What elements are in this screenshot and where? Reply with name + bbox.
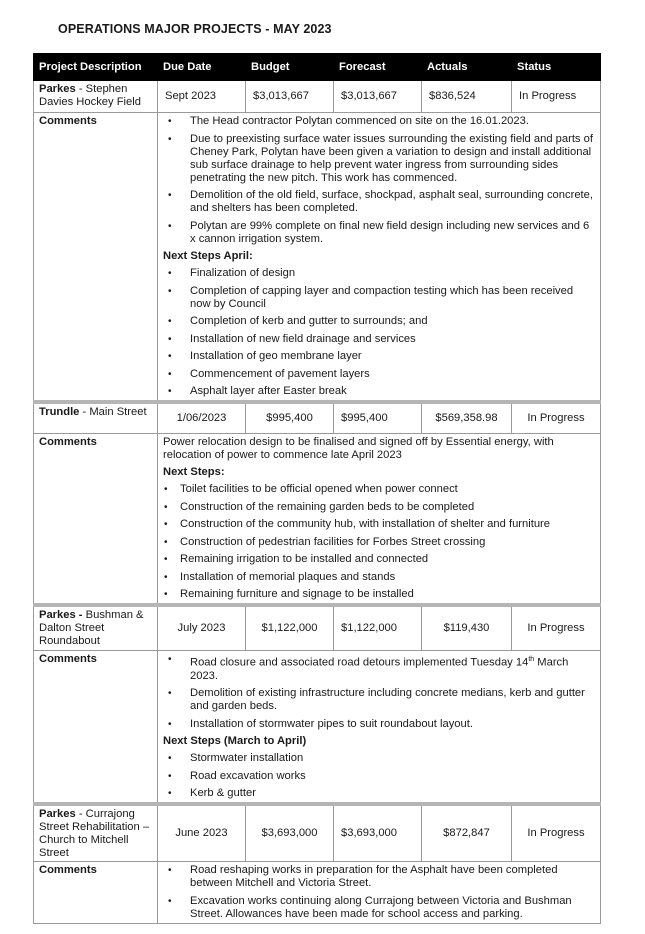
page-title: OPERATIONS MAJOR PROJECTS - MAY 2023 (58, 22, 332, 36)
forecast: $995,400 (334, 402, 422, 434)
forecast: $1,122,000 (334, 605, 422, 651)
comment-paragraph: Power relocation design to be finalised and signed off by Essential energy, with relocation of power to commence late April 2023 (163, 436, 554, 461)
due-date: July 2023 (158, 605, 246, 651)
status: In Progress (512, 804, 601, 862)
list-item: • Remaining irrigation to be installed and connected (163, 553, 595, 566)
header-actuals: Actuals (422, 54, 512, 81)
status: In Progress (512, 402, 601, 434)
project-row (34, 804, 601, 862)
header-project-description: Project Description (34, 54, 158, 81)
comments-row (34, 434, 601, 606)
list-item: • Construction of the remaining garden beds to be completed (163, 501, 595, 514)
due-date: 1/06/2023 (158, 402, 246, 434)
comments-row (34, 113, 601, 403)
project-description: Parkes - Bushman & Dalton Street Roundabout (34, 605, 158, 651)
list-item: • Demolition of the old field, surface, shockpad, asphalt seal, surrounding concrete, and shelters has been completed. (163, 189, 595, 215)
list-item: • Completion of kerb and gutter to surrounds; and (163, 315, 595, 328)
budget: $3,013,667 (246, 81, 334, 113)
comments-label: Comments (34, 651, 158, 805)
budget: $1,122,000 (246, 605, 334, 651)
list-item: • Completion of capping layer and compaction testing which has been received now by Council (163, 285, 595, 311)
comments-row (34, 862, 601, 924)
comments-content (158, 862, 601, 924)
next-steps-heading: Next Steps: (163, 466, 225, 478)
list-item: • Road closure and associated road detours implemented Tuesday 14th March 2023. (163, 653, 595, 683)
status: In Progress (512, 81, 601, 113)
comments-label: Comments (34, 113, 158, 403)
due-date: June 2023 (158, 804, 246, 862)
comments-label: Comments (34, 862, 158, 924)
list-item: • Road excavation works (163, 770, 595, 783)
comments-label: Comments (34, 434, 158, 606)
projects-table (33, 53, 601, 924)
actuals: $569,358.98 (422, 402, 512, 434)
project-description: Parkes - Currajong Street Rehabilitation – Church to Mitchell Street (34, 804, 158, 862)
list-item: • Installation of geo membrane layer (163, 350, 595, 363)
header-budget: Budget (246, 54, 334, 81)
list-item: • Stormwater installation (163, 752, 595, 765)
list-item: • The Head contractor Polytan commenced on site on the 16.01.2023. (163, 115, 595, 128)
due-date: Sept 2023 (158, 81, 246, 113)
budget: $3,693,000 (246, 804, 334, 862)
project-row (34, 81, 601, 113)
header-due-date: Due Date (158, 54, 246, 81)
comments-content (158, 651, 601, 805)
forecast: $3,693,000 (334, 804, 422, 862)
next-steps-heading: Next Steps April: (163, 250, 253, 262)
header-forecast: Forecast (334, 54, 422, 81)
list-item: • Installation of new field drainage and services (163, 333, 595, 346)
list-item: • Kerb & gutter (163, 787, 595, 800)
list-item: • Installation of stormwater pipes to suit roundabout layout. (163, 718, 595, 731)
list-item: • Commencement of pavement layers (163, 368, 595, 381)
comments-content (158, 434, 601, 606)
project-row (34, 605, 601, 651)
list-item: • Installation of memorial plaques and stands (163, 571, 595, 584)
project-description: Trundle - Main Street (34, 402, 158, 434)
list-item: • Road reshaping works in preparation for the Asphalt have been completed between Mitchell and Victoria Street. (163, 864, 595, 890)
forecast: $3,013,667 (334, 81, 422, 113)
list-item: • Excavation works continuing along Currajong between Victoria and Bushman Street. Allowances have been made for school access and parking. (163, 895, 595, 921)
project-row (34, 402, 601, 434)
actuals: $836,524 (422, 81, 512, 113)
list-item: • Asphalt layer after Easter break (163, 385, 595, 398)
list-item: • Due to preexisting surface water issues surrounding the existing field and parts of Cheney Park, Polytan have been given a variation to design and install additional sub surface drainage to help prevent water ingress from surrounding sides penetrating the new pitch. This work has commenced. (163, 133, 595, 185)
list-item: • Polytan are 99% complete on final new field design including new services and 6 x cannon irrigation system. (163, 220, 595, 246)
table-header-row (34, 54, 601, 81)
list-item: • Construction of pedestrian facilities for Forbes Street crossing (163, 536, 595, 549)
comments-content (158, 113, 601, 403)
comments-row (34, 651, 601, 805)
list-item: • Finalization of design (163, 267, 595, 280)
status: In Progress (512, 605, 601, 651)
header-status: Status (512, 54, 601, 81)
list-item: • Construction of the community hub, with installation of shelter and furniture (163, 518, 595, 531)
list-item: • Remaining furniture and signage to be installed (163, 588, 595, 601)
project-description: Parkes - Stephen Davies Hockey Field (34, 81, 158, 113)
list-item: • Demolition of existing infrastructure including concrete medians, kerb and gutter and garden beds. (163, 687, 595, 713)
next-steps-heading: Next Steps (March to April) (163, 735, 307, 748)
actuals: $872,847 (422, 804, 512, 862)
actuals: $119,430 (422, 605, 512, 651)
list-item: • Toilet facilities to be official opened when power connect (163, 483, 595, 496)
budget: $995,400 (246, 402, 334, 434)
